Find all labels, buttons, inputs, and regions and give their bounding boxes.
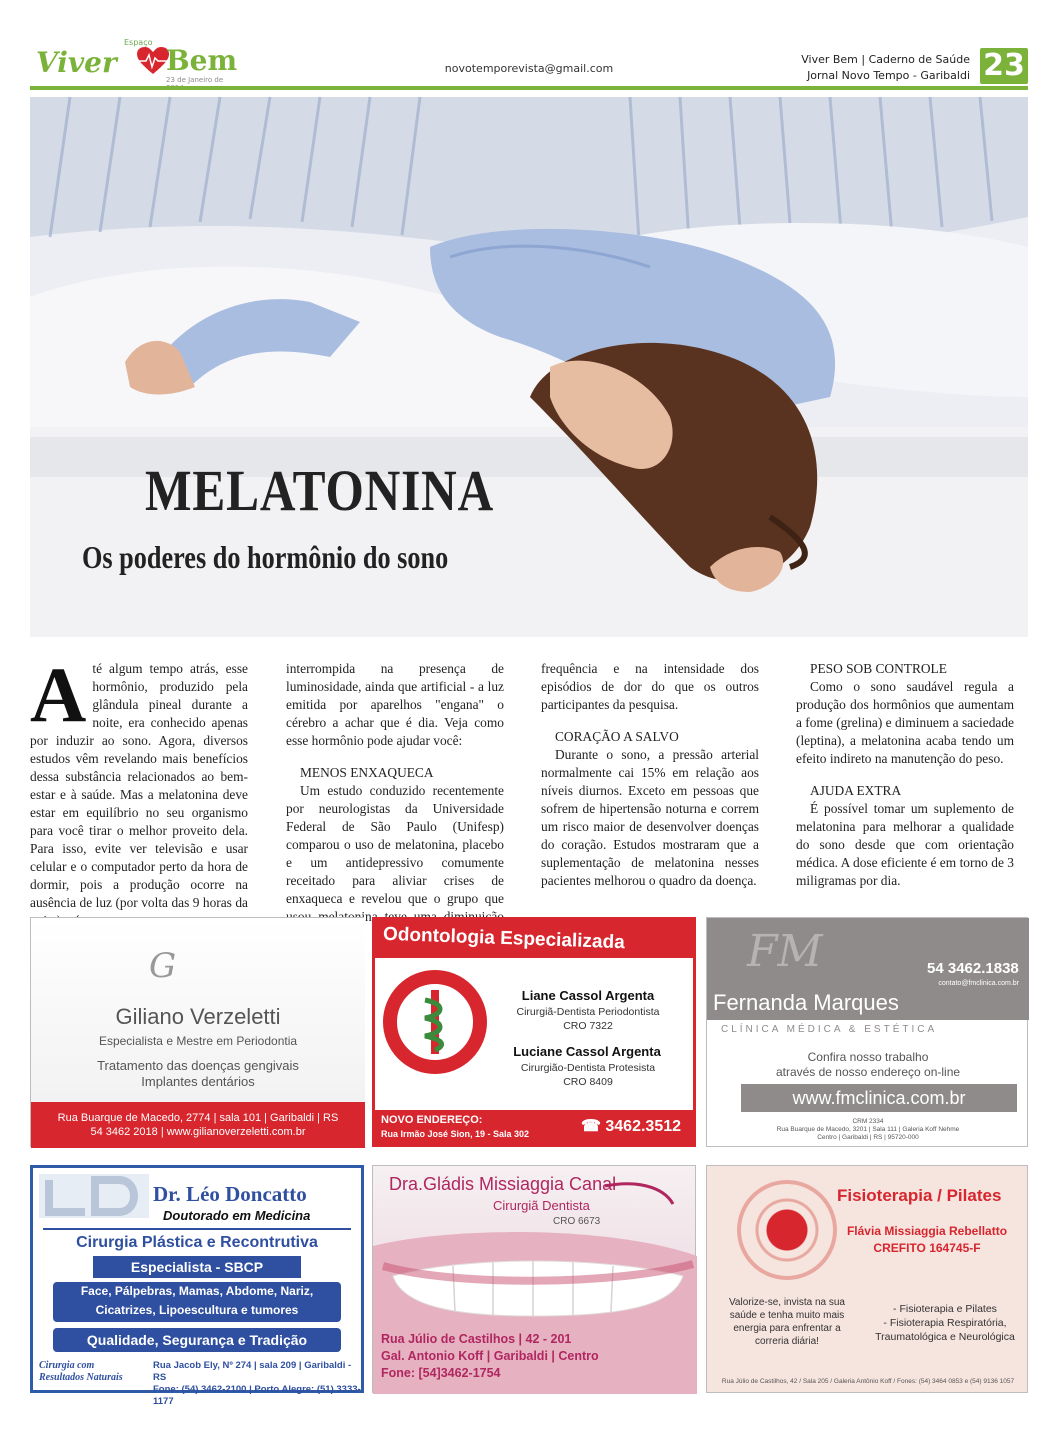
ad-fisio-service3: Traumatológica e Neurológica — [875, 1331, 1015, 1343]
fisio-logo-icon — [737, 1180, 837, 1280]
ad-fisio-slogan: Valorize-se, invista na sua saúde e tenha muito mais energia para enfrentar a correria diária! — [729, 1297, 845, 1347]
ad-leo-doncatto — [30, 1165, 364, 1407]
ad-giliano-contact: 54 3462 2018 | www.gilianoverzeletti.com.br — [90, 1126, 306, 1138]
ad-fm-line2: através de nosso endereço on-line — [775, 1065, 961, 1079]
section-heading-peso-sob-controle: PESO SOB CONTROLE — [810, 661, 947, 676]
ad-gladis-cro: CRO 6673 — [553, 1216, 601, 1227]
ad-fm-website: www.fmclinica.com.br — [741, 1084, 1017, 1112]
ad-doncatto-divider — [43, 1228, 351, 1230]
ad-fisio-service2: - Fisioterapia Respiratória, — [883, 1317, 1007, 1329]
ad-doncatto-procedures2: Cicatrizes, Lipoescultura e tumores — [95, 1303, 299, 1317]
ad-odonto-cro2: CRO 8409 — [563, 1076, 613, 1088]
article-column-1 — [30, 651, 248, 930]
header-section-line2: Jornal Novo Tempo - Garibaldi — [807, 69, 970, 82]
ad-doncatto-specialist: Especialista - SBCP — [93, 1256, 301, 1278]
article-col4-text2: É possível tomar um suplemento de melatonina para melhorar a qualidade do sono desde que com orientação médica. A dose eficiente é em torno de 3 miligramas por dia. — [796, 801, 1014, 888]
ad-doncatto-tagline2: Resultados Naturais — [39, 1372, 123, 1383]
ad-gladis-name: Dra.Gládis Missiaggia Canal — [389, 1174, 617, 1194]
ad-doncatto-procedures — [53, 1282, 341, 1322]
header-section-info — [801, 52, 970, 84]
ad-odonto-new-address-label: NOVO ENDEREÇO: — [381, 1114, 483, 1126]
ad-doncatto-name: Dr. Léo Doncatto — [153, 1182, 307, 1206]
ad-gladis-address2: Gal. Antonio Koff | Garibaldi | Centro — [381, 1349, 599, 1363]
phone-icon: ☎ — [581, 1118, 606, 1135]
hero-image — [30, 97, 1028, 637]
ad-odonto-name2: Luciane Cassol Argenta — [513, 1044, 661, 1059]
ad-gladis-phone: Fone: [54]3462-1754 — [381, 1366, 501, 1380]
ad-odonto-name1: Liane Cassol Argenta — [521, 988, 655, 1003]
ad-odonto-address: Rua Irmão José Sion, 19 - Sala 302 — [381, 1129, 530, 1139]
snake-staff-icon — [397, 984, 473, 1060]
ad-gladis-role: Cirurgiã Dentista — [493, 1198, 590, 1213]
ad-doncatto-address: Rua Jacob Ely, Nº 274 | sala 209 | Garibaldi - RS — [153, 1360, 352, 1383]
ad-giliano-service1: Tratamento das doenças gengivais — [97, 1058, 299, 1073]
ad-doncatto-title: Cirurgia Plástica e Recontrutiva — [76, 1234, 318, 1251]
page-header — [0, 0, 1058, 92]
ad-gladis-missiaggia — [372, 1165, 696, 1393]
ld-logo — [39, 1174, 149, 1218]
ad-fisioterapia-pilates — [706, 1165, 1028, 1393]
ad-fm-line1: Confira nosso trabalho — [807, 1050, 929, 1064]
logo-viver-text: Viver — [36, 46, 117, 79]
header-divider — [30, 86, 1028, 90]
article-col2-intro: interrompida na presença de luminosidade, ainda que artificial - a luz emitida por aparelhos "engana" o cérebro a achar que é dia. Veja como esse hormônio pode ajudar você: — [286, 661, 504, 748]
ad-fm-subtitle: CLÍNICA MÉDICA & ESTÉTICA — [721, 1024, 938, 1035]
ad-gladis-address1: Rua Júlio de Castilhos | 42 - 201 — [381, 1332, 572, 1346]
ad-fisio-name: Flávia Missiaggia Rebellatto — [846, 1224, 1008, 1238]
ad-giliano-name: Giliano Verzeletti — [115, 1004, 281, 1029]
ad-doncatto-tagline1: Cirurgia com — [39, 1360, 95, 1371]
logo-espaco-text: Espaço — [124, 38, 153, 47]
ad-fm-crm: CRM 2334 — [852, 1118, 884, 1125]
ad-odonto-role2: Cirurgião-Dentista Protesista — [520, 1062, 656, 1074]
ad-fisio-title: Fisioterapia / Pilates — [837, 1186, 1002, 1205]
header-email: novotemporevista@gmail.com — [444, 62, 614, 75]
article-col3-intro: frequência e na intensidade dos episódios de dor do que os outros participantes da pesquisa. — [541, 661, 759, 712]
section-heading-ajuda-extra: AJUDA EXTRA — [810, 783, 902, 798]
article-subtitle: Os poderes do hormônio do sono — [82, 539, 449, 575]
ad-giliano-specialty: Especialista e Mestre em Periodontia — [98, 1034, 298, 1048]
ad-fisio-service1: - Fisioterapia e Pilates — [893, 1303, 997, 1315]
ad-giliano-service2: Implantes dentários — [141, 1074, 255, 1089]
ad-fm-footer — [707, 1118, 1029, 1142]
signature-logo: G — [149, 946, 177, 986]
article-title: MELATONINA — [145, 458, 495, 523]
ad-giliano-body — [31, 918, 365, 1102]
logo-date: 23 de Janeiro de — [166, 76, 224, 84]
ad-doncatto-procedures1: Face, Pálpebras, Mamas, Abdome, Nariz, — [80, 1284, 314, 1298]
article-col1-text: té algum tempo atrás, esse hormônio, produzido pela glândula pineal durante a noite, era conhecido apenas por induzir ao sono. Agora, diversos estudos vêm revelando mais benefícios dessa substância relacionados ao bem-estar e à saúde. Mas a melatonina deve estar em equilíbrio no seu organismo para você tirar o melhor proveito dela. Para isso, evite ver televisão e usar celular e o computador perto da hora de dormir, pois a produção ocorre na ausência de luz (por volta das 9 horas da — [30, 661, 248, 910]
fm-monogram-logo: FM — [747, 926, 823, 977]
ad-doncatto-contact — [153, 1360, 361, 1408]
ad-odontologia-especializada — [372, 917, 696, 1147]
ad-odonto-cro1: CRO 7322 — [563, 1020, 613, 1032]
section-heading-menos-enxaqueca: MENOS ENXAQUECA — [300, 765, 434, 780]
article-col4-text1: Como o sono saudável regula a produção dos hormônios que aumentam a fome (grelina) e diminuem a saciedade (leptina), a melatonina acaba tendo um efeito indireto na manutenção do peso. — [796, 679, 1014, 766]
ad-fm-name: Fernanda Marques — [713, 990, 899, 1015]
ad-doncatto-slogan: Qualidade, Segurança e Tradição — [53, 1328, 341, 1352]
article-column-2 — [286, 660, 504, 944]
page-number: 23 — [980, 48, 1028, 84]
ad-fisio-services — [865, 1302, 1025, 1344]
ad-giliano-contact-bar — [31, 1102, 365, 1148]
drop-cap: A — [30, 651, 87, 738]
ad-giliano-verzeletti — [30, 917, 364, 1147]
ad-fm-address2: Centro | Garibaldi | RS | 95720-000 — [817, 1134, 919, 1141]
header-section-line1: Viver Bem | Caderno de Saúde — [801, 53, 970, 66]
ad-doncatto-phones: Fone: (54) 3462-2100 | Porto Alegre: (51) 3333-1177 — [153, 1384, 361, 1407]
ad-doncatto-tagline — [39, 1360, 123, 1384]
ad-odonto-role1: Cirurgiã-Dentista Periodontista — [516, 1006, 660, 1018]
ad-fisio-crefito: CREFITO 164745-F — [873, 1241, 981, 1255]
ad-fernanda-marques — [706, 917, 1028, 1147]
ad-fm-address1: Rua Buarque de Macedo, 3201 | Sala 111 | Galeria Koff Nehme — [776, 1126, 960, 1133]
ad-odonto-title: Odontologia Especializada — [382, 923, 626, 954]
caduceus-icon — [383, 970, 487, 1074]
article-col3-text: Durante o sono, a pressão arterial normalmente cai 15% em relação aos níveis diurnos. Exceto em pessoas que sofrem de hipertensão noturna e correm um risco maior de desenvolver doenças do coração. Estudos mostraram que a suplementação de melatonina nesses pacientes melhorou o quadro da doença. — [541, 747, 759, 888]
logo-bem-text: Bem — [166, 44, 238, 77]
article-column-3 — [541, 660, 759, 890]
ad-fisio-footer: Rua Júlio de Castilhos, 42 / Sala 205 / Galeria Antônio Koff / Fones: (54) 3464 0853 e (54) 9136 1057 — [721, 1378, 1015, 1385]
ad-odonto-phone — [581, 1116, 681, 1136]
ad-fm-email: contato@fmclinica.com.br — [938, 980, 1019, 987]
article-column-4 — [796, 660, 1014, 890]
ad-fm-phone: 54 3462.1838 — [927, 960, 1019, 977]
ad-odonto-phone-number: 3462.3512 — [605, 1118, 682, 1135]
ad-giliano-address: Rua Buarque de Macedo, 2774 | sala 101 | Garibaldi | RS — [57, 1112, 339, 1124]
ad-doncatto-degree: Doutorado em Medicina — [163, 1208, 311, 1223]
section-heading-coracao-a-salvo: CORAÇÃO A SALVO — [555, 729, 679, 744]
article-col2-text: Um estudo conduzido recentemente por neurologistas da Universidade Federal de São Paulo (Unifesp) comparou o uso de melatonina, placebo e um antidepressivo comumente receitado para aliviar crises de enxaqueca e revelou que o grupo que — [286, 783, 504, 906]
